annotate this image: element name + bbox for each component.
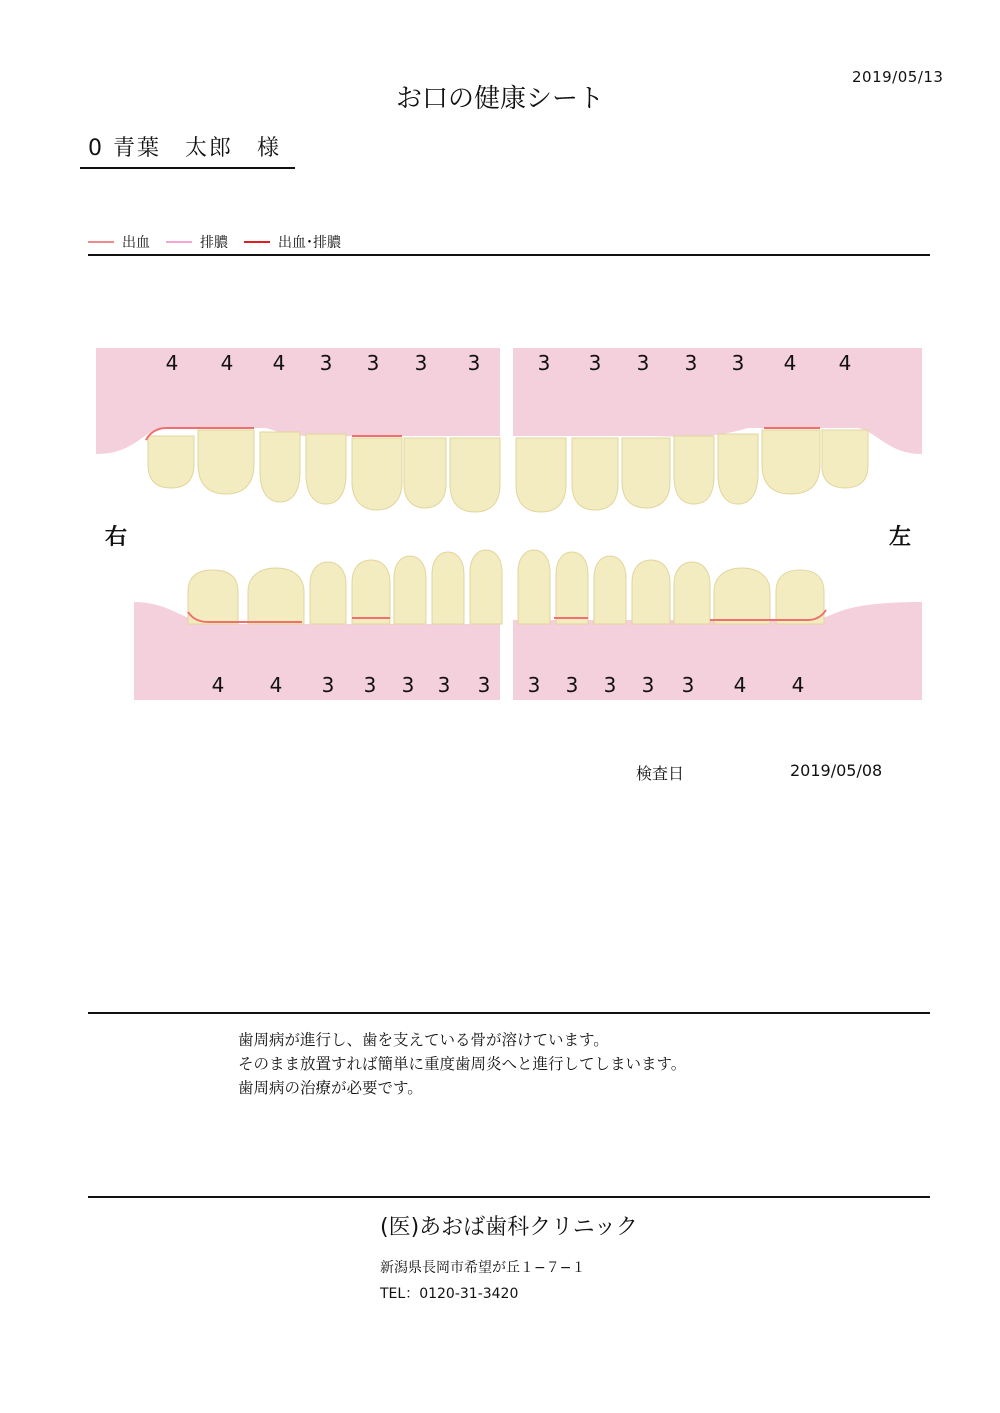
tooth (516, 438, 566, 512)
depth-value: 3 (565, 673, 579, 697)
issue-date: 2019/05/13 (852, 68, 944, 86)
divider (88, 254, 930, 256)
tooth (450, 438, 500, 512)
tooth (762, 430, 820, 494)
depth-value: 3 (636, 351, 650, 375)
tooth (572, 438, 618, 510)
patient-id: 0 (88, 136, 104, 161)
depth-value: 4 (838, 351, 852, 375)
legend-label: 排膿 (200, 235, 228, 251)
tooth (622, 438, 670, 508)
depth-value: 4 (211, 673, 225, 697)
depth-value: 4 (272, 351, 286, 375)
depth-value: 4 (165, 351, 179, 375)
depth-value: 3 (641, 673, 655, 697)
tooth (518, 550, 550, 624)
depth-value: 3 (437, 673, 451, 697)
patient-name-block (88, 131, 281, 162)
depth-value: 3 (603, 673, 617, 697)
depth-value: 3 (414, 351, 428, 375)
depth-value: 3 (319, 351, 333, 375)
depth-value: 4 (783, 351, 797, 375)
clinic-tel: TEL：0120-31-3420 (380, 1286, 519, 1302)
patient-underline (80, 167, 295, 169)
depth-value: 3 (363, 673, 377, 697)
tooth (148, 436, 194, 488)
tooth (556, 552, 588, 624)
depth-value: 4 (791, 673, 805, 697)
depth-value: 3 (477, 673, 491, 697)
tooth (632, 560, 670, 624)
upper-teeth (148, 430, 868, 512)
legend (88, 232, 357, 252)
tooth (594, 556, 626, 624)
legend-label: 出血 (122, 235, 150, 251)
clinic-address: 新潟県長岡市希望が丘１−７−１ (380, 1260, 586, 1276)
legend-item-pus (166, 232, 228, 252)
depth-value: 4 (220, 351, 234, 375)
tooth (248, 568, 304, 624)
depth-value: 4 (269, 673, 283, 697)
diagnosis-message (238, 1028, 686, 1100)
tooth (404, 438, 446, 508)
legend-swatch-both (244, 241, 270, 243)
message-line: 歯周病の治療が必要です。 (238, 1079, 423, 1097)
tooth (352, 560, 390, 624)
tooth (822, 430, 868, 488)
tooth (394, 556, 426, 624)
depth-value: 3 (366, 351, 380, 375)
exam-date-label: 検査日 (636, 764, 685, 783)
tooth (674, 562, 710, 624)
depth-value: 4 (733, 673, 747, 697)
exam-date-value: 2019/05/08 (790, 761, 883, 780)
tooth (352, 438, 402, 510)
depth-value: 3 (401, 673, 415, 697)
tooth (674, 436, 714, 504)
depth-value: 3 (537, 351, 551, 375)
legend-label: 出血･排膿 (278, 235, 341, 251)
legend-swatch-bleeding (88, 241, 114, 243)
lower-teeth (188, 550, 824, 624)
depth-value: 3 (588, 351, 602, 375)
divider (88, 1196, 930, 1198)
page-title: お口の健康シート (395, 84, 604, 114)
legend-item-both (244, 232, 341, 252)
clinic-name: (医)あおば歯科クリニック (380, 1215, 638, 1240)
depth-value: 3 (681, 673, 695, 697)
tooth (776, 570, 824, 624)
honorific: 様 (257, 136, 282, 161)
legend-item-bleeding (88, 232, 150, 252)
tooth (260, 432, 300, 502)
patient-name: 青葉 太郎 (113, 136, 234, 161)
dental-chart (88, 340, 930, 710)
tooth (310, 562, 346, 624)
message-line: 歯周病が進行し、歯を支えている骨が溶けています。 (238, 1031, 609, 1049)
tooth (718, 434, 758, 504)
depth-value: 3 (321, 673, 335, 697)
tooth (188, 570, 238, 624)
divider (88, 1012, 930, 1014)
depth-value: 3 (684, 351, 698, 375)
tooth (470, 550, 502, 624)
tooth (714, 568, 770, 624)
tooth (198, 430, 254, 494)
message-line: そのまま放置すれば簡単に重度歯周炎へと進行してしまいます。 (238, 1055, 687, 1073)
tooth (306, 434, 346, 504)
depth-value: 3 (527, 673, 541, 697)
legend-swatch-pus (166, 241, 192, 243)
left-side-label: 左 (888, 525, 912, 550)
depth-value: 3 (467, 351, 481, 375)
right-side-label: 右 (104, 525, 128, 550)
depth-value: 3 (731, 351, 745, 375)
tooth (432, 552, 464, 624)
